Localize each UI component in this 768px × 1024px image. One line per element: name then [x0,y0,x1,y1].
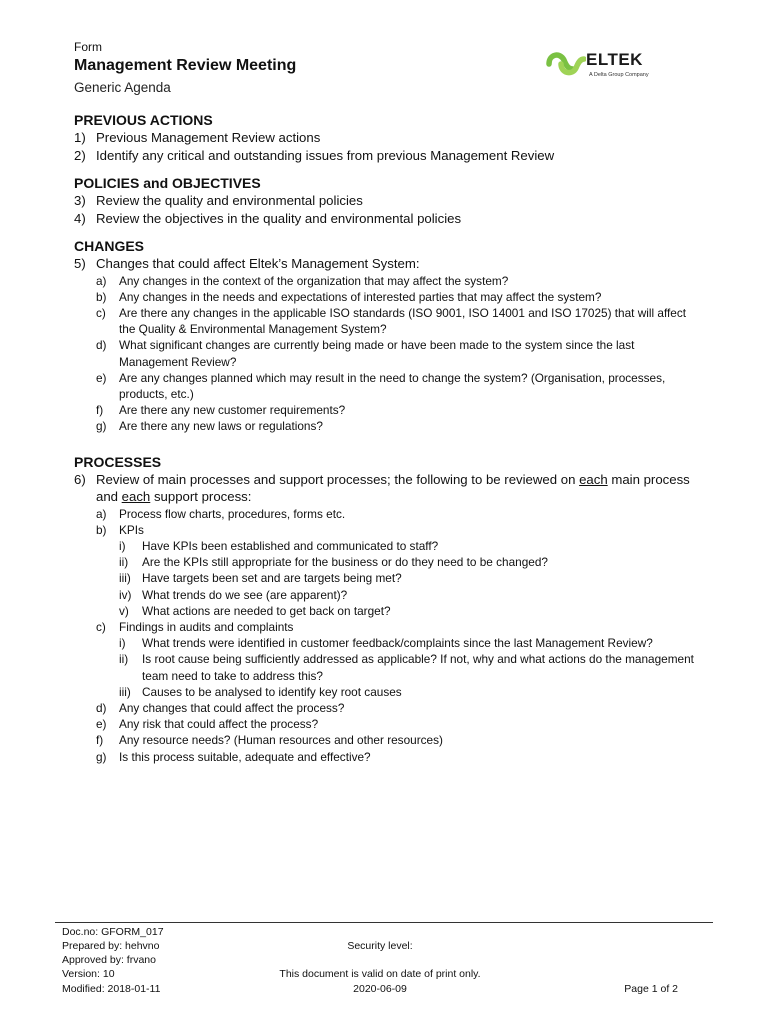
emphasis-each: each [121,489,151,505]
sub-item-letter: c) [96,619,106,634]
document-subtitle: Generic Agenda [74,80,171,95]
section-policies-objectives [74,174,694,227]
sub-item-letter: a) [96,273,107,288]
sub-sub-item-text: Causes to be analysed to identify key root causes [142,684,402,699]
item-text-part: main process and [96,471,690,505]
item-number: 5) [74,256,86,271]
sub-item-letter: b) [96,289,107,304]
sub-item [96,716,694,732]
sub-item-text: Are there any new customer requirements? [119,403,346,418]
version: Version: 10 [62,968,115,980]
sub-item-letter: b) [96,522,107,537]
agenda-item [74,471,694,506]
sub-item [96,305,694,337]
sub-sub-item-text: What trends do we see (are apparent)? [142,587,348,602]
sub-sub-item [119,538,694,554]
sub-item [96,522,694,538]
logo-text: ELTEK [586,50,643,69]
sub-item-letter: e) [96,370,107,385]
item-text: Changes that could affect Eltek’s Management System: [96,256,420,271]
sub-item-text: Any changes in the context of the organization that may affect the system? [119,273,509,288]
sub-sub-item-text: What actions are needed to get back on target? [142,603,391,618]
emphasis-each: each [579,471,608,487]
sub-sub-item [119,570,694,586]
sub-sub-item-text: What trends were identified in customer feedback/complaints since the last Management Review? [142,636,653,651]
page-number: Page 1 of 2 [624,983,678,995]
section-previous-actions [74,111,694,164]
print-date: 2020-06-09 [353,983,407,995]
sub-sub-item [119,635,694,651]
approved-by: Approved by: frvano [62,954,156,966]
roman-numeral: i) [119,538,126,553]
form-label: Form [74,40,102,54]
sub-item [96,506,694,522]
footer-divider [55,922,713,923]
item-text: Identify any critical and outstanding issues from previous Management Review [96,147,555,163]
item-text: Review the quality and environmental policies [96,193,363,208]
item-text [96,471,694,506]
sub-item-letter: g) [96,419,107,434]
eltek-logo-mark-icon [546,49,586,79]
sub-item-text: Any changes that could affect the process? [119,700,345,715]
sub-item [96,732,694,748]
sub-item-text: Any changes in the needs and expectations of interested parties that may affect the system? [119,289,602,304]
section-heading: POLICIES and OBJECTIVES [74,175,261,191]
roman-numeral: iii) [119,571,131,586]
sub-item [96,418,694,434]
document-title: Management Review Meeting [74,57,297,74]
sub-item-text: What significant changes are currently being made or have been made to the system since the last Management Review? [119,338,635,369]
agenda-item [74,147,694,165]
sub-item-text: Are there any new laws or regulations? [119,419,323,434]
sub-item-letter: d) [96,700,107,715]
modified-date: Modified: 2018-01-11 [62,983,161,995]
sub-item-text: Any risk that could affect the process? [119,717,319,732]
sub-item [96,289,694,305]
sub-item-text: Findings in audits and complaints [119,619,294,634]
section-changes [74,237,694,435]
sub-item [96,700,694,716]
sub-item [96,370,694,402]
roman-numeral: iii) [119,684,131,699]
sub-item [96,749,694,765]
item-text: Review the objectives in the quality and environmental policies [96,210,462,226]
sub-item-text: Process flow charts, procedures, forms etc. [119,506,346,521]
section-processes [74,453,694,765]
roman-numeral: iv) [119,587,132,602]
roman-numeral: ii) [119,652,129,667]
sub-item-letter: d) [96,338,107,353]
section-heading: PROCESSES [74,453,162,470]
sub-sub-item-text: Have KPIs been established and communicated to staff? [142,538,439,553]
sub-item-text: Any resource needs? (Human resources and other resources) [119,733,443,748]
logo-tagline: A Delta Group Company [589,72,649,78]
item-number: 6) [74,471,86,487]
item-number: 3) [74,193,86,208]
eltek-logo [546,47,666,83]
section-heading: PREVIOUS ACTIONS [74,112,213,128]
agenda-item [74,192,694,210]
sub-item-letter: c) [96,305,106,320]
sub-sub-item [119,603,694,619]
sub-item-letter: f) [96,403,104,418]
agenda-item [74,210,694,228]
sub-item-text: KPIs [119,522,144,537]
sub-item-letter: g) [96,749,107,764]
item-text: Previous Management Review actions [96,130,321,145]
sub-sub-item-text: Have targets been set and are targets being met? [142,571,402,586]
roman-numeral: ii) [119,555,129,570]
sub-item [96,619,694,635]
doc-number: Doc.no: GFORM_017 [62,926,164,938]
sub-item-letter: e) [96,717,107,732]
roman-numeral: v) [119,603,129,618]
sub-item [96,402,694,418]
sub-item-letter: a) [96,506,107,521]
agenda-item [74,129,694,147]
sub-sub-item-text: Are the KPIs still appropriate for the business or do they need to be changed? [142,555,548,570]
sub-sub-item [119,684,694,700]
sub-item [96,337,694,369]
sub-sub-item [119,554,694,570]
sub-item-text: Are there any changes in the applicable ISO standards (ISO 9001, ISO 14001 and ISO 17025) that will affect the Quality & Environmental Management System? [119,305,687,337]
item-number: 2) [74,147,86,163]
security-level: Security level: [347,940,413,952]
item-text-part: Review of main processes and support processes; the following to be reviewed on [96,471,580,487]
item-text-part: support process: [150,489,252,505]
item-number: 1) [74,130,86,145]
roman-numeral: i) [119,636,126,651]
sub-sub-item-text: Is root cause being sufficiently addressed as applicable? If not, why and what actions do the management team need to take to address this? [142,652,694,683]
sub-item-text: Are any changes planned which may result in the need to change the system? (Organisation, processes, products, etc.) [119,370,666,401]
agenda-content [74,111,694,765]
validity-note: This document is valid on date of print only. [279,968,481,980]
prepared-by: Prepared by: hehvno [62,940,160,952]
sub-item-text: Is this process suitable, adequate and effective? [119,749,371,764]
section-heading: CHANGES [74,238,145,254]
item-number: 4) [74,210,86,226]
sub-item [96,273,694,289]
agenda-item [74,255,694,273]
sub-sub-item [119,587,694,603]
sub-sub-item [119,651,694,683]
sub-item-letter: f) [96,733,104,748]
